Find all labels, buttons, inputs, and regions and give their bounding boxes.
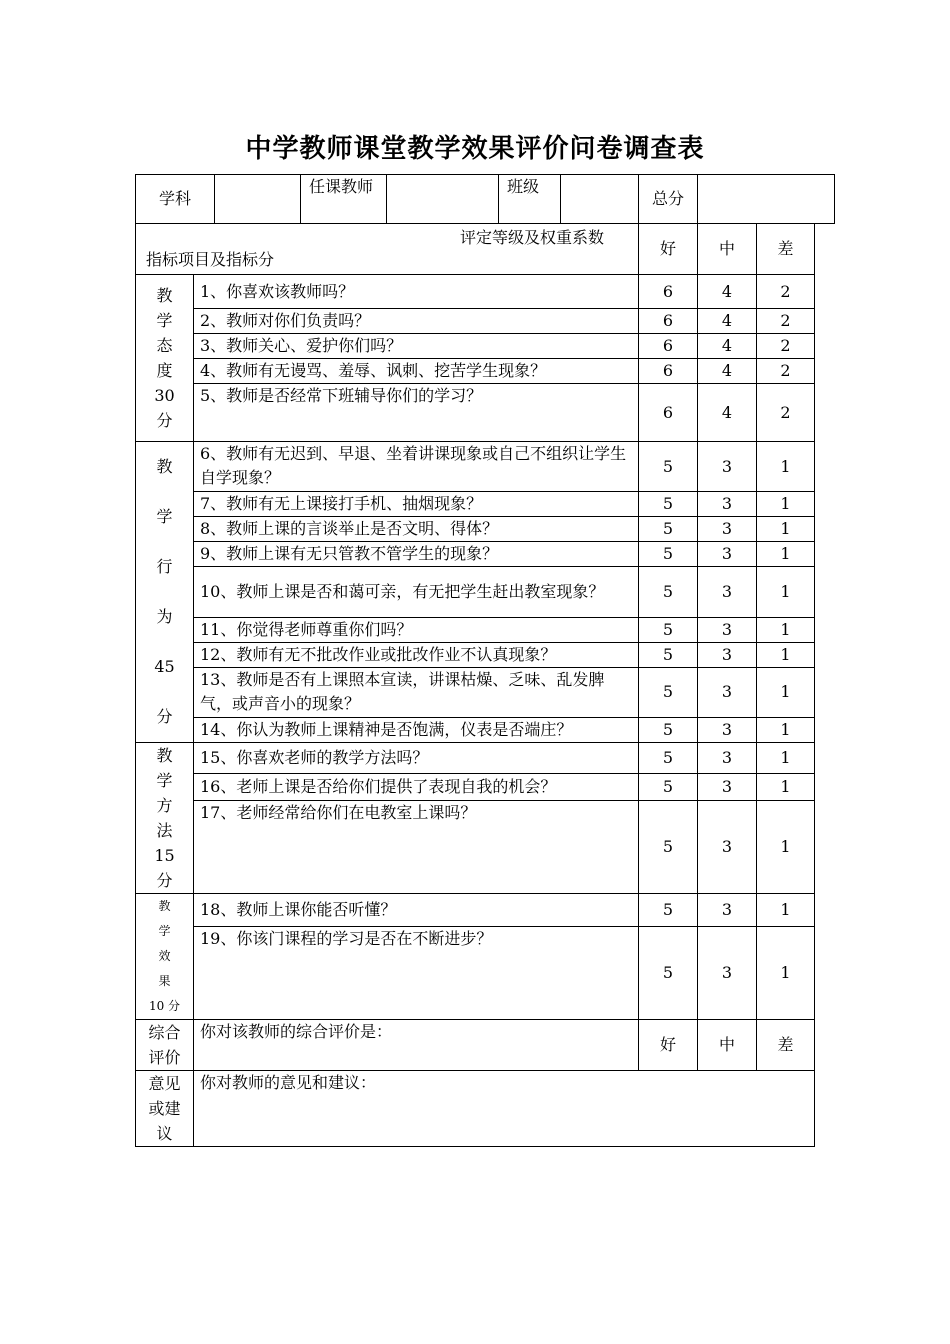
score-poor[interactable]: 1 <box>757 894 815 927</box>
question-text: 7、教师有无上课接打手机、抽烟现象？ <box>194 492 639 517</box>
corner-top-label: 评定等级及权重系数 <box>459 228 604 247</box>
question-text: 11、你觉得老师尊重你们吗？ <box>194 617 639 642</box>
score-good[interactable]: 5 <box>639 542 698 567</box>
score-poor[interactable]: 2 <box>757 309 815 334</box>
table-row <box>136 542 835 567</box>
table-row <box>136 800 835 893</box>
score-good[interactable]: 5 <box>639 774 698 801</box>
table-row <box>136 894 835 927</box>
score-medium[interactable]: 3 <box>698 542 757 567</box>
score-good[interactable]: 5 <box>639 743 698 774</box>
score-poor[interactable]: 1 <box>757 927 815 1020</box>
suggestions-row <box>136 1071 835 1147</box>
question-text: 3、教师关心、爱护你们吗？ <box>194 334 639 359</box>
score-poor[interactable]: 2 <box>757 334 815 359</box>
score-poor[interactable]: 1 <box>757 567 815 617</box>
score-poor[interactable]: 1 <box>757 542 815 567</box>
score-good[interactable]: 6 <box>639 359 698 384</box>
score-poor[interactable]: 1 <box>757 517 815 542</box>
class-label: 班级 <box>499 175 561 224</box>
overall-label: 综合 评价 <box>136 1020 194 1071</box>
score-poor[interactable]: 1 <box>757 774 815 801</box>
score-poor[interactable]: 1 <box>757 743 815 774</box>
score-good[interactable]: 5 <box>639 717 698 742</box>
grade-medium-header: 中 <box>698 224 757 275</box>
total-label: 总分 <box>639 175 698 224</box>
table-row <box>136 717 835 742</box>
score-medium[interactable]: 4 <box>698 309 757 334</box>
score-medium[interactable]: 4 <box>698 384 757 442</box>
score-good[interactable]: 5 <box>639 492 698 517</box>
question-text: 8、教师上课的言谈举止是否文明、得体？ <box>194 517 639 542</box>
table-row <box>136 359 835 384</box>
question-text: 9、教师上课有无只管教不管学生的现象？ <box>194 542 639 567</box>
score-poor[interactable]: 1 <box>757 667 815 717</box>
overall-prompt[interactable]: 你对该教师的综合评价是： <box>194 1020 639 1071</box>
question-text: 10、教师上课是否和蔼可亲，有无把学生赶出教室现象？ <box>194 567 639 617</box>
page-title: 中学教师课堂教学效果评价问卷调查表 <box>245 134 705 164</box>
score-poor[interactable]: 2 <box>757 359 815 384</box>
question-text: 18、教师上课你能否听懂？ <box>194 894 639 927</box>
score-good[interactable]: 6 <box>639 309 698 334</box>
score-poor[interactable]: 1 <box>757 442 815 492</box>
score-good[interactable]: 6 <box>639 275 698 309</box>
score-good[interactable]: 5 <box>639 567 698 617</box>
score-medium[interactable]: 4 <box>698 334 757 359</box>
grade-poor-header: 差 <box>757 224 815 275</box>
subject-label: 学科 <box>136 175 215 224</box>
grade-header-row <box>136 224 835 275</box>
score-good[interactable]: 5 <box>639 517 698 542</box>
subject-field[interactable] <box>215 175 301 224</box>
score-good[interactable]: 6 <box>639 334 698 359</box>
table-row <box>136 517 835 542</box>
score-good[interactable]: 5 <box>639 617 698 642</box>
table-row <box>136 384 835 442</box>
score-medium[interactable]: 3 <box>698 442 757 492</box>
score-medium[interactable]: 3 <box>698 927 757 1020</box>
score-poor[interactable]: 1 <box>757 617 815 642</box>
table-row <box>136 743 835 774</box>
score-medium[interactable]: 3 <box>698 774 757 801</box>
category-label: 教 学 态 度 30 分 <box>136 275 194 442</box>
category-rows <box>136 275 835 1020</box>
table-row <box>136 275 835 309</box>
score-poor[interactable]: 1 <box>757 492 815 517</box>
class-field[interactable] <box>561 175 639 224</box>
table-row <box>136 492 835 517</box>
score-medium[interactable]: 3 <box>698 517 757 542</box>
question-text: 1、你喜欢该教师吗？ <box>194 275 639 309</box>
score-medium[interactable]: 3 <box>698 894 757 927</box>
question-text: 6、教师有无迟到、早退、坐着讲课现象或自己不组织让学生自学现象？ <box>194 442 639 492</box>
table-row <box>136 334 835 359</box>
grade-good-header: 好 <box>639 224 698 275</box>
score-medium[interactable]: 4 <box>698 275 757 309</box>
table-row <box>136 567 835 617</box>
score-good[interactable]: 6 <box>639 384 698 442</box>
table-row <box>136 667 835 717</box>
info-row <box>136 175 835 224</box>
question-text: 13、教师是否有上课照本宣读，讲课枯燥、乏味、乱发脾气，或声音小的现象？ <box>194 667 639 717</box>
score-medium[interactable]: 3 <box>698 667 757 717</box>
category-label: 教 学 效 果 10 分 <box>136 894 194 1020</box>
question-text: 2、教师对你们负责吗？ <box>194 309 639 334</box>
table-row <box>136 617 835 642</box>
question-text: 15、你喜欢老师的教学方法吗？ <box>194 743 639 774</box>
table-row <box>136 774 835 801</box>
score-medium[interactable]: 3 <box>698 743 757 774</box>
teacher-label: 任课教师 <box>301 175 387 224</box>
corner-bottom-label: 指标项目及指标分 <box>146 250 275 269</box>
category-label: 教 学 方 法 15 分 <box>136 743 194 894</box>
question-text: 19、你该门课程的学习是否在不断进步？ <box>194 927 639 1020</box>
score-medium[interactable]: 3 <box>698 800 757 893</box>
table-row <box>136 927 835 1020</box>
question-text: 5、教师是否经常下班辅导你们的学习？ <box>194 384 639 442</box>
evaluation-table <box>135 174 835 1147</box>
score-medium[interactable]: 3 <box>698 642 757 667</box>
question-text: 16、老师上课是否给你们提供了表现自我的机会？ <box>194 774 639 801</box>
score-good[interactable]: 5 <box>639 800 698 893</box>
score-poor[interactable]: 1 <box>757 717 815 742</box>
table-row <box>136 642 835 667</box>
question-text: 4、教师有无谩骂、羞辱、讽刺、挖苦学生现象？ <box>194 359 639 384</box>
question-text: 12、教师有无不批改作业或批改作业不认真现象？ <box>194 642 639 667</box>
score-medium[interactable]: 3 <box>698 617 757 642</box>
score-poor[interactable]: 2 <box>757 384 815 442</box>
overall-row <box>136 1020 835 1071</box>
score-poor[interactable]: 2 <box>757 275 815 309</box>
score-poor[interactable]: 1 <box>757 800 815 893</box>
score-medium[interactable]: 3 <box>698 717 757 742</box>
table-row <box>136 309 835 334</box>
suggestions-field[interactable]: 你对教师的意见和建议： <box>194 1071 815 1147</box>
score-good[interactable]: 5 <box>639 642 698 667</box>
question-text: 17、老师经常给你们在电教室上课吗？ <box>194 800 639 893</box>
score-medium[interactable]: 3 <box>698 492 757 517</box>
score-medium[interactable]: 4 <box>698 359 757 384</box>
overall-poor[interactable]: 差 <box>757 1020 815 1071</box>
score-poor[interactable]: 1 <box>757 642 815 667</box>
evaluation-form <box>135 174 835 1147</box>
score-good[interactable]: 5 <box>639 894 698 927</box>
question-text: 14、你认为教师上课精神是否饱满，仪表是否端庄？ <box>194 717 639 742</box>
overall-good[interactable]: 好 <box>639 1020 698 1071</box>
corner-header <box>136 224 639 275</box>
score-medium[interactable]: 3 <box>698 567 757 617</box>
teacher-field[interactable] <box>387 175 499 224</box>
category-label: 教 学 行 为 45 分 <box>136 442 194 743</box>
score-good[interactable]: 5 <box>639 927 698 1020</box>
total-field[interactable] <box>698 175 835 224</box>
score-good[interactable]: 5 <box>639 442 698 492</box>
suggestions-label: 意见 或建 议 <box>136 1071 194 1147</box>
overall-medium[interactable]: 中 <box>698 1020 757 1071</box>
score-good[interactable]: 5 <box>639 667 698 717</box>
table-row <box>136 442 835 492</box>
